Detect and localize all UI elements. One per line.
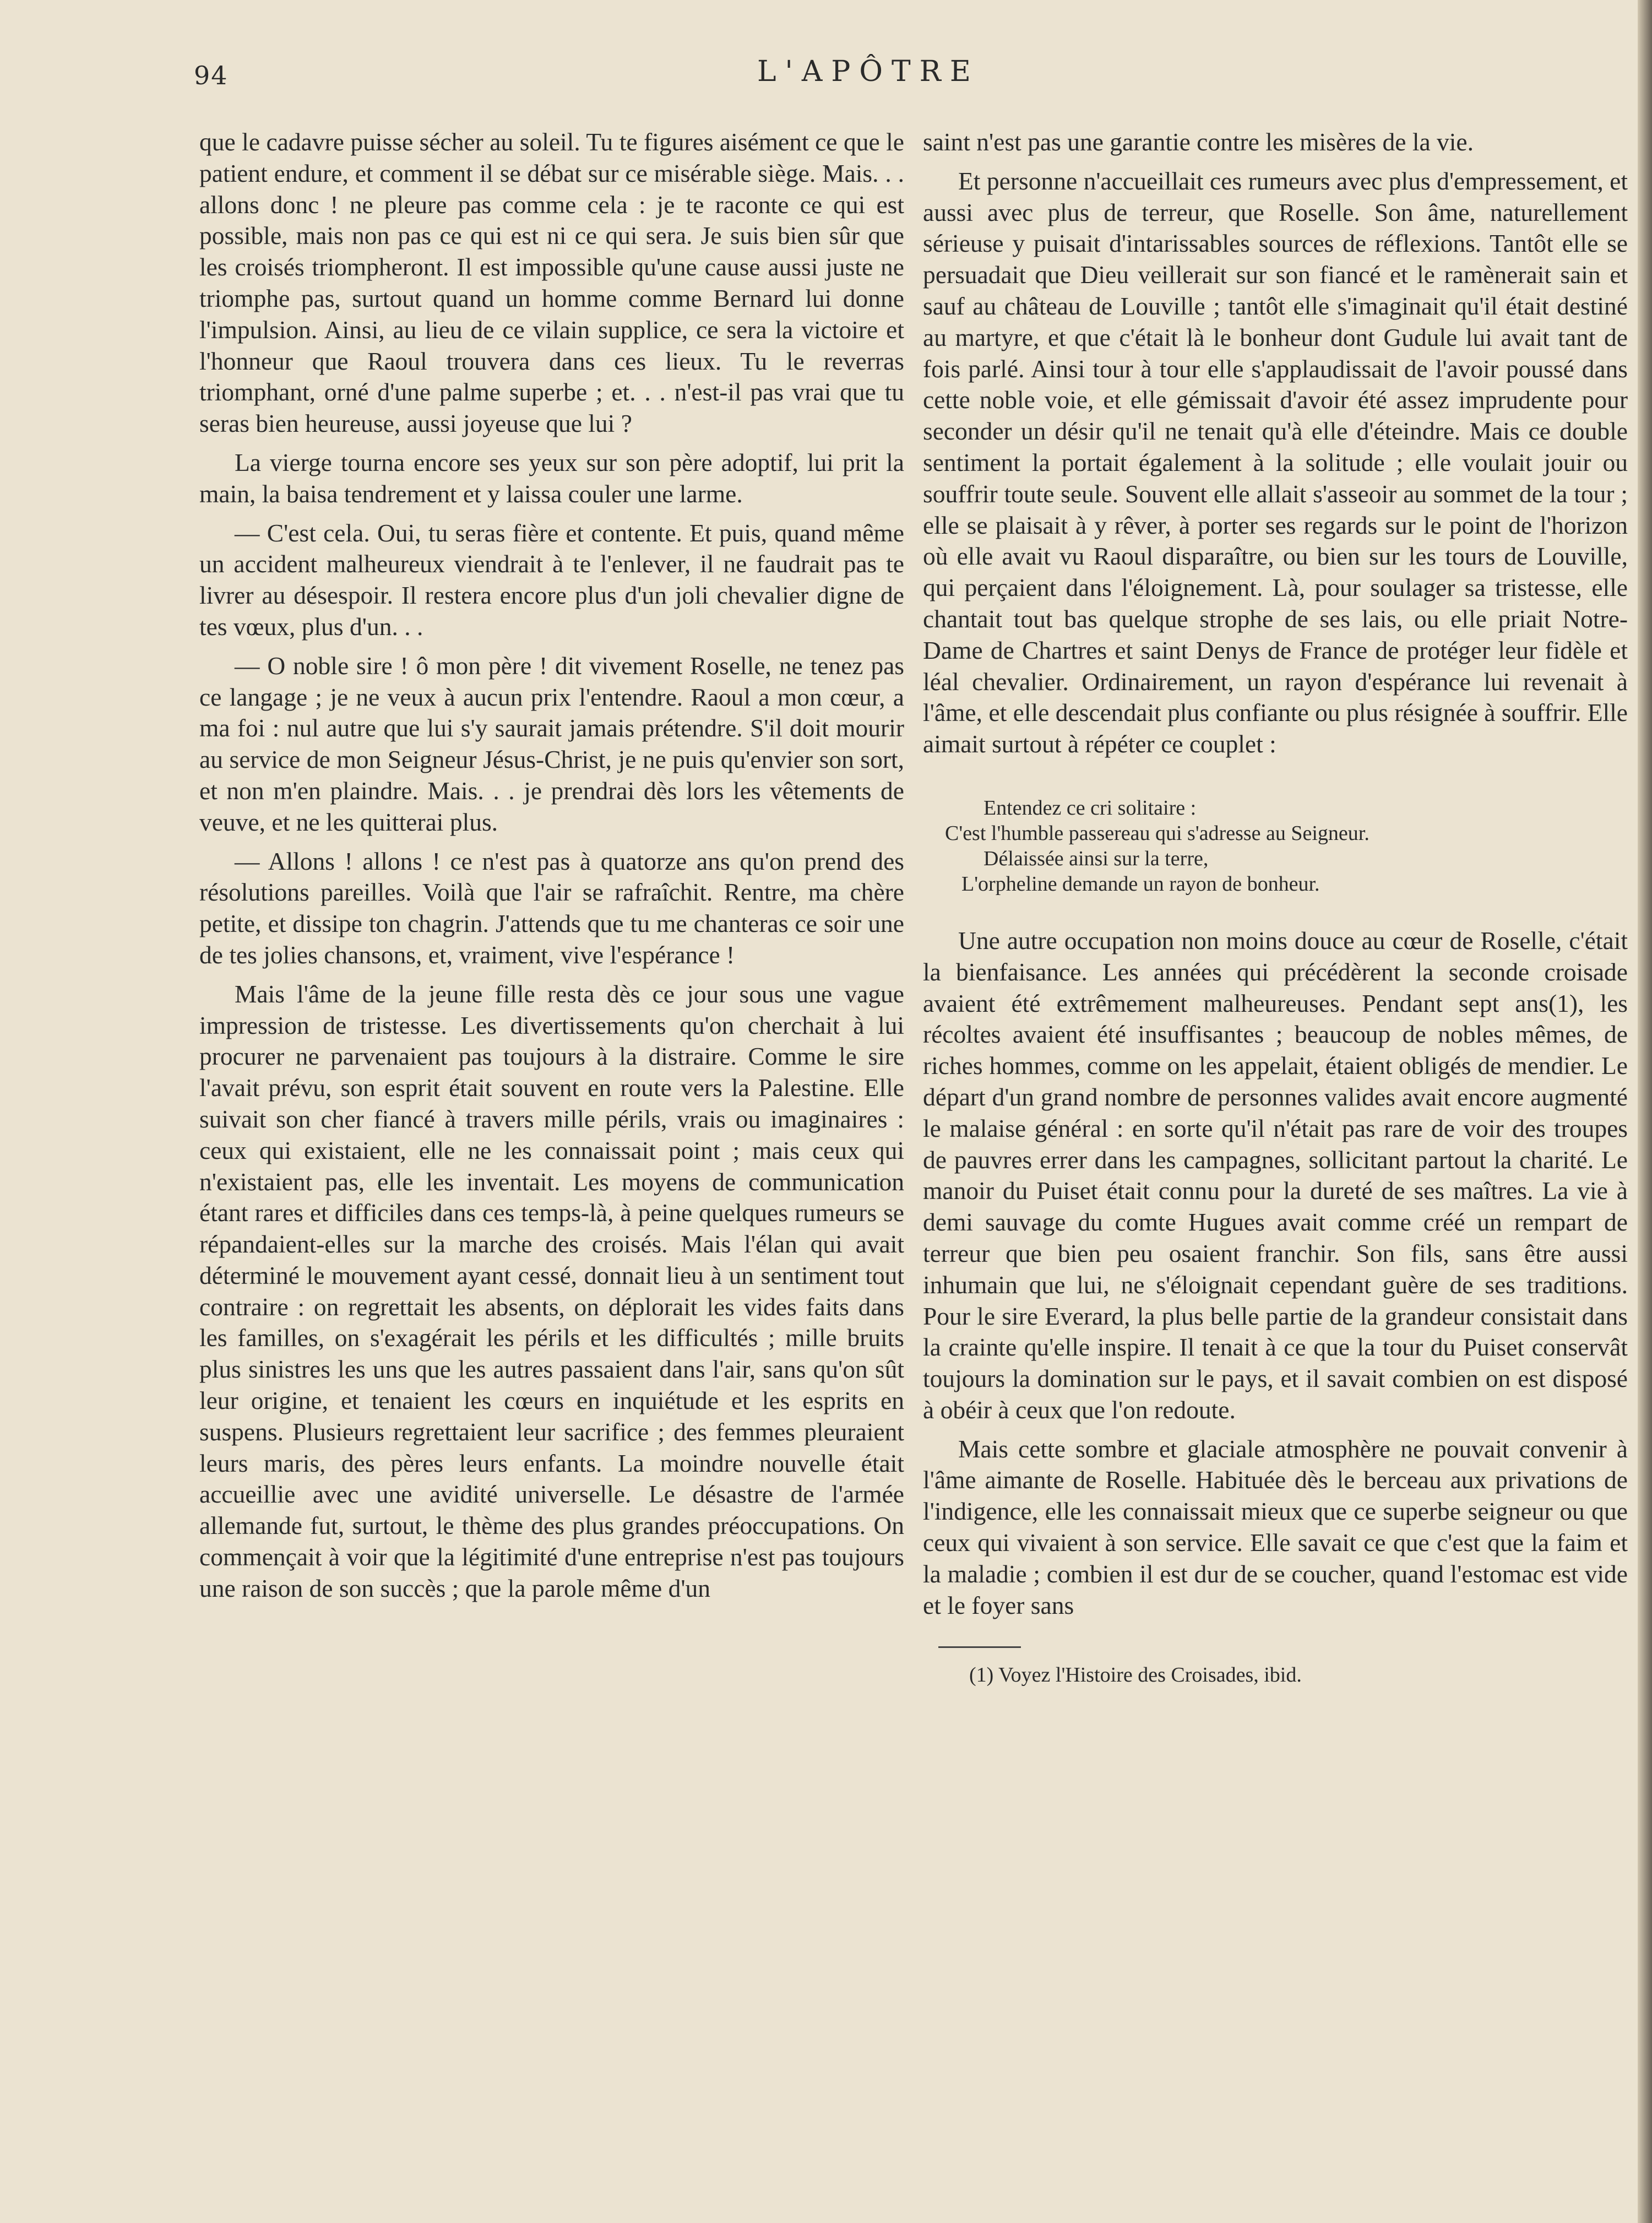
paragraph: saint n'est pas une garantie contre les misères de la vie. <box>923 128 1474 156</box>
footnote-rule <box>938 1646 1021 1648</box>
book-spine-shadow <box>1638 0 1652 2223</box>
page-number: 94 <box>194 61 229 90</box>
paragraph: Une autre occupation non moins douce au cœur de Roselle, c'était la bienfaisance. Les années qui précédèrent la seconde croisade avaient été extrêmement malheureuses. Pendant sept ans(1), les récoltes avaient été insuffisantes ; beaucoup de nobles mêmes, de riches hommes, comme on les appelait, étaient obligés de mendier. Le départ d'un grand nombre de personnes valides avait encore augmenté le malaise général : en sorte qu'il n'était pas rare de voir des troupes de pauvres errer dans les campagnes, sollicitant partout la charité. Le manoir du Puiset était connu pour la dureté de ses maîtres. La vie à demi sauvage du comte Hugues avait comme créé un rempart de terreur que bien peu osaient franchir. Son fils, sans être aussi inhumain que lui, ne s'éloignait cependant guère de ses traditions. Pour le sire Everard, la plus belle partie de la grandeur consistait dans la crainte qu'elle inspire. Il tenait à ce que la tour du Puiset conservât toujours la domination sur le pays, et il savait combien on est disposé à obéir à ceux que l'on redoute. <box>923 926 1628 1424</box>
right-column <box>923 127 1628 1688</box>
paragraph: La vierge tourna encore ses yeux sur son père adoptif, lui prit la main, la baisa tendrement et y laissa couler une larme. <box>199 448 904 508</box>
left-column <box>199 127 904 1612</box>
paragraph: — C'est cela. Oui, tu seras fière et contente. Et puis, quand même un accident malheureux viendrait à te l'enlever, il ne faudrait pas te livrer au désespoir. Il restera encore plus d'un joli chevalier digne de tes vœux, plus d'un. . . <box>199 518 904 641</box>
poem-line: L'orpheline demande un rayon de bonheur. <box>961 872 1320 896</box>
running-title: L'APÔTRE <box>757 55 980 88</box>
poem-line: Entendez ce cri solitaire : <box>983 796 1197 820</box>
paragraph: Et personne n'accueillait ces rumeurs avec plus d'empressement, et aussi avec plus de terreur, que Roselle. Son âme, naturellement sérieuse y puisait d'intarissables sources de réflexions. Tantôt elle se persuadait que Dieu veillerait sur son fiancé et le ramènerait sain et sauf au château de Louville ; tantôt elle s'imaginait qu'il était destiné au martyre, et que c'était là le bonheur dont Gudule lui avait tant de fois parlé. Ainsi tour à tour elle s'applaudissait de l'avoir poussé dans cette noble voie, et elle gémissait d'avoir été assez imprudente pour seconder un désir qu'il ne tenait qu'à elle d'éteindre. Mais ce double sentiment la portait également à la solitude ; elle voulait jouir ou souffrir toute seule. Souvent elle allait s'asseoir au sommet de la tour ; elle se plaisait à y rêver, à porter ses regards sur le point de l'horizon où elle avait vu Raoul disparaître, ou bien sur les tours de Louville, qui perçaient dans l'éloignement. Là, pour soulager sa tristesse, elle chantait tout bas quelque strophe de ses lais, ou elle priait Notre-Dame de Chartres et saint Denys de France de protéger leur fidèle et léal chevalier. Ordinairement, un rayon d'espérance lui revenait à l'âme, et elle descendait plus confiante ou plus résignée à souffrir. Elle aimait surtout à répéter ce couplet : <box>923 166 1628 758</box>
paragraph: que le cadavre puisse sécher au soleil. Tu te figures aisément ce que le patient endure, et comment il se débat sur ce misérable siège. Mais. . . allons donc ! ne pleure pas comme cela : je te raconte ce qui est possible, mais non pas ce qui est ni ce qui sera. Je suis bien sûr que les croisés triompheront. Il est impossible qu'une cause aussi juste ne triomphe pas, surtout quand un homme comme Bernard lui donne l'impulsion. Ainsi, au lieu de ce vilain supplice, ce sera la victoire et l'honneur que Raoul trouvera dans ces lieux. Tu le reverras triomphant, orné d'une palme superbe ; et. . . n'est-il pas vrai que tu seras bien heureuse, aussi joyeuse que lui ? <box>199 128 904 438</box>
poem-line: Délaissée ainsi sur la terre, <box>983 847 1209 870</box>
poem-line: C'est l'humble passereau qui s'adresse au Seigneur. <box>945 821 1370 845</box>
paragraph: — O noble sire ! ô mon père ! dit vivement Roselle, ne tenez pas ce langage ; je ne veux à aucun prix l'entendre. Raoul a mon cœur, a ma foi : nul autre que lui s'y saurait jamais prétendre. S'il doit mourir au service de mon Seigneur Jésus-Christ, je ne puis qu'envier son sort, et non m'en plaindre. Mais. . . je prendrai dès lors les vêtements de veuve, et ne les quitterai plus. <box>199 651 904 836</box>
poem-verse <box>923 795 1628 897</box>
paragraph: — Allons ! allons ! ce n'est pas à quatorze ans qu'on prend des résolutions pareilles. Voilà que l'air se rafraîchit. Rentre, ma chère petite, et dissipe ton chagrin. J'attends que tu me chanteras ce soir une de tes jolies chansons, et, vraiment, vive l'espérance ! <box>199 847 904 969</box>
paragraph: Mais l'âme de la jeune fille resta dès ce jour sous une vague impression de tristesse. Les divertissements qu'on cherchait à lui procurer ne parvenaient pas toujours à la distraire. Comme le sire l'avait prévu, son esprit était souvent en route vers la Palestine. Elle suivait son cher fiancé à travers mille périls, vrais ou imaginaires : ceux qui existaient, elle ne les connaissait point ; mais ceux qui n'existaient pas, elle les inventait. Les moyens de communication étant rares et difficiles dans ces temps-là, à peine quelques rumeurs se répandaient-elles sur la marche des croisés. Mais l'élan qui avait déterminé le mouvement ayant cessé, donnait lieu à un sentiment tout contraire : on regrettait les absents, on déplorait les vides faits dans les familles, on s'exagérait les périls et les difficultés ; mille bruits plus sinistres les uns que les autres passaient dans l'air, sans qu'on sût leur origine, et tenaient les cœurs en inquiétude et les esprits en suspens. Plusieurs regrettaient leur sacrifice ; des femmes pleuraient leurs maris, des pères leurs enfants. La moindre nouvelle était accueillie avec une avidité universelle. Le désastre de l'armée allemande fut, surtout, le thème des plus grandes préoccupations. On commençait à voir que la légitimité d'une entreprise n'est pas toujours une raison de son succès ; que la parole même d'un <box>199 979 904 1602</box>
footnote: (1) Voyez l'Histoire des Croisades, ibid. <box>969 1663 1302 1687</box>
paragraph: Mais cette sombre et glaciale atmosphère ne pouvait convenir à l'âme aimante de Roselle. Habituée dès le berceau aux privations de l'indigence, elle les connaissait mieux que ce superbe seigneur ou que ceux qui vivaient à son service. Elle savait ce que c'est que la faim et la maladie ; combien il est dur de se coucher, quand l'estomac est vide et le foyer sans <box>923 1434 1628 1619</box>
